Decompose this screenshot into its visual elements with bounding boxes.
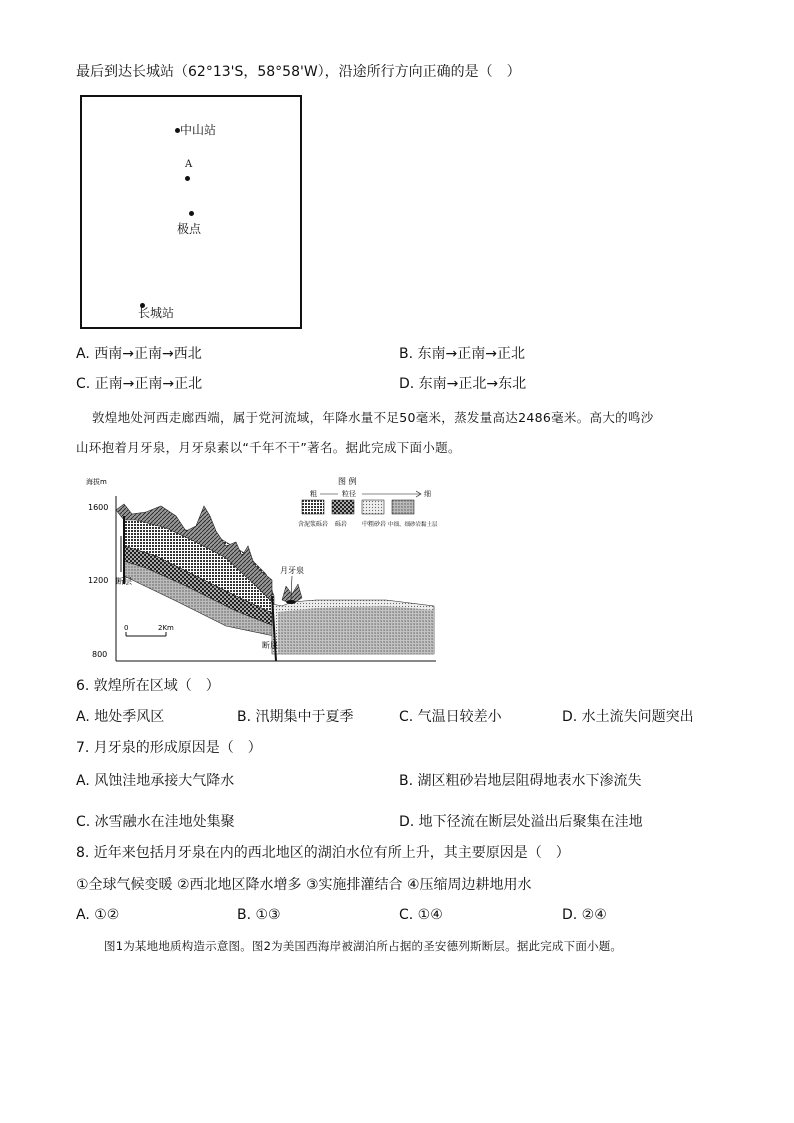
q8-option-d[interactable]: D. ②④ — [562, 907, 607, 923]
y-axis-label: 海拔m — [86, 478, 107, 486]
legend-item-2: 砾岩 — [335, 521, 348, 528]
legend — [298, 476, 438, 528]
fault-label-bottom: 断层 — [262, 641, 278, 650]
changcheng-label: 长城站 — [138, 306, 175, 320]
question-5-stem: 最后到达长城站（62°13'S，58°58'W），沿途所行方向正确的是（ ） — [76, 64, 521, 80]
q7-option-d[interactable]: D. 地下径流在断层处溢出后聚集在洼地 — [399, 814, 643, 830]
question-8-stem: 8. 近年来包括月牙泉在内的西北地区的湖泊水位有所上升，其主要原因是（ ） — [76, 845, 570, 861]
q6-option-a[interactable]: A. 地处季风区 — [76, 709, 165, 725]
next-section-intro: 图1为某地地质构造示意图。图2为美国西海岸被湖泊所占据的圣安德列斯断层。据此完成下面小题。 — [104, 939, 623, 953]
q8-option-a[interactable]: A. ①② — [76, 907, 120, 923]
legend-item-1: 含泥浆砾岩 — [298, 521, 329, 528]
q5-option-c[interactable]: C. 正南→正南→正北 — [76, 376, 203, 392]
dunhuang-intro-line-1: 敦煌地处河西走廊西端，属于党河流域，年降水量不足50毫米，蒸发量高达2486毫米。高大的鸣沙 — [92, 410, 654, 425]
legend-item-3: 中粗砂岩 — [362, 521, 387, 528]
q5-option-d[interactable]: D. 东南→正北→东北 — [399, 376, 527, 392]
q6-option-c[interactable]: C. 气温日较差小 — [399, 709, 502, 725]
y-tick-1200: 1200 — [88, 576, 109, 585]
q7-option-b[interactable]: B. 湖区粗砂岩地层阻碍地表水下渗流失 — [399, 773, 642, 789]
dunhuang-intro-line-2: 山环抱着月牙泉，月牙泉素以“千年不干”著名。据此完成下面小题。 — [76, 440, 461, 455]
pole-dot — [189, 211, 194, 216]
q8-statements: ①全球气候变暖 ②西北地区降水增多 ③实施排灌结合 ④压缩周边耕地用水 — [76, 877, 532, 893]
q7-option-a[interactable]: A. 风蚀洼地承接大气降水 — [76, 773, 235, 789]
spring-label: 月牙泉 — [280, 566, 304, 575]
q6-option-d[interactable]: D. 水土流失问题突出 — [562, 709, 694, 725]
q5-option-a[interactable]: A. 西南→正南→西北 — [76, 346, 202, 362]
legend-grain: 粒径 — [342, 490, 356, 498]
question-7-stem: 7. 月牙泉的形成原因是（ ） — [76, 740, 262, 756]
point-a-label: A — [185, 159, 193, 170]
legend-fine: 细 — [424, 490, 431, 498]
y-tick-1600: 1600 — [88, 503, 109, 512]
legend-title: 图 例 — [338, 477, 357, 486]
geologic-profile-figure — [86, 476, 438, 666]
q7-option-c[interactable]: C. 冰雪融水在洼地处集聚 — [76, 814, 235, 830]
point-a-dot — [185, 176, 190, 181]
scale-2km: 2Km — [158, 624, 174, 632]
scale-zero: 0 — [124, 624, 129, 632]
route-map — [80, 95, 302, 329]
pole-label: 极点 — [177, 222, 202, 236]
question-6-stem: 6. 敦煌所在区域（ ） — [76, 678, 220, 694]
legend-item-4: 中细、细砂岩黏土层 — [388, 522, 438, 528]
q8-option-b[interactable]: B. ①③ — [237, 907, 281, 923]
q8-option-c[interactable]: C. ①④ — [399, 907, 443, 923]
q6-option-b[interactable]: B. 汛期集中于夏季 — [237, 709, 354, 725]
zhongshan-label: 中山站 — [180, 123, 217, 137]
fault-label-left: 断层 — [116, 577, 132, 586]
y-tick-800: 800 — [92, 650, 108, 659]
q5-option-b[interactable]: B. 东南→正南→正北 — [399, 346, 525, 362]
legend-coarse: 粗 — [310, 490, 317, 498]
